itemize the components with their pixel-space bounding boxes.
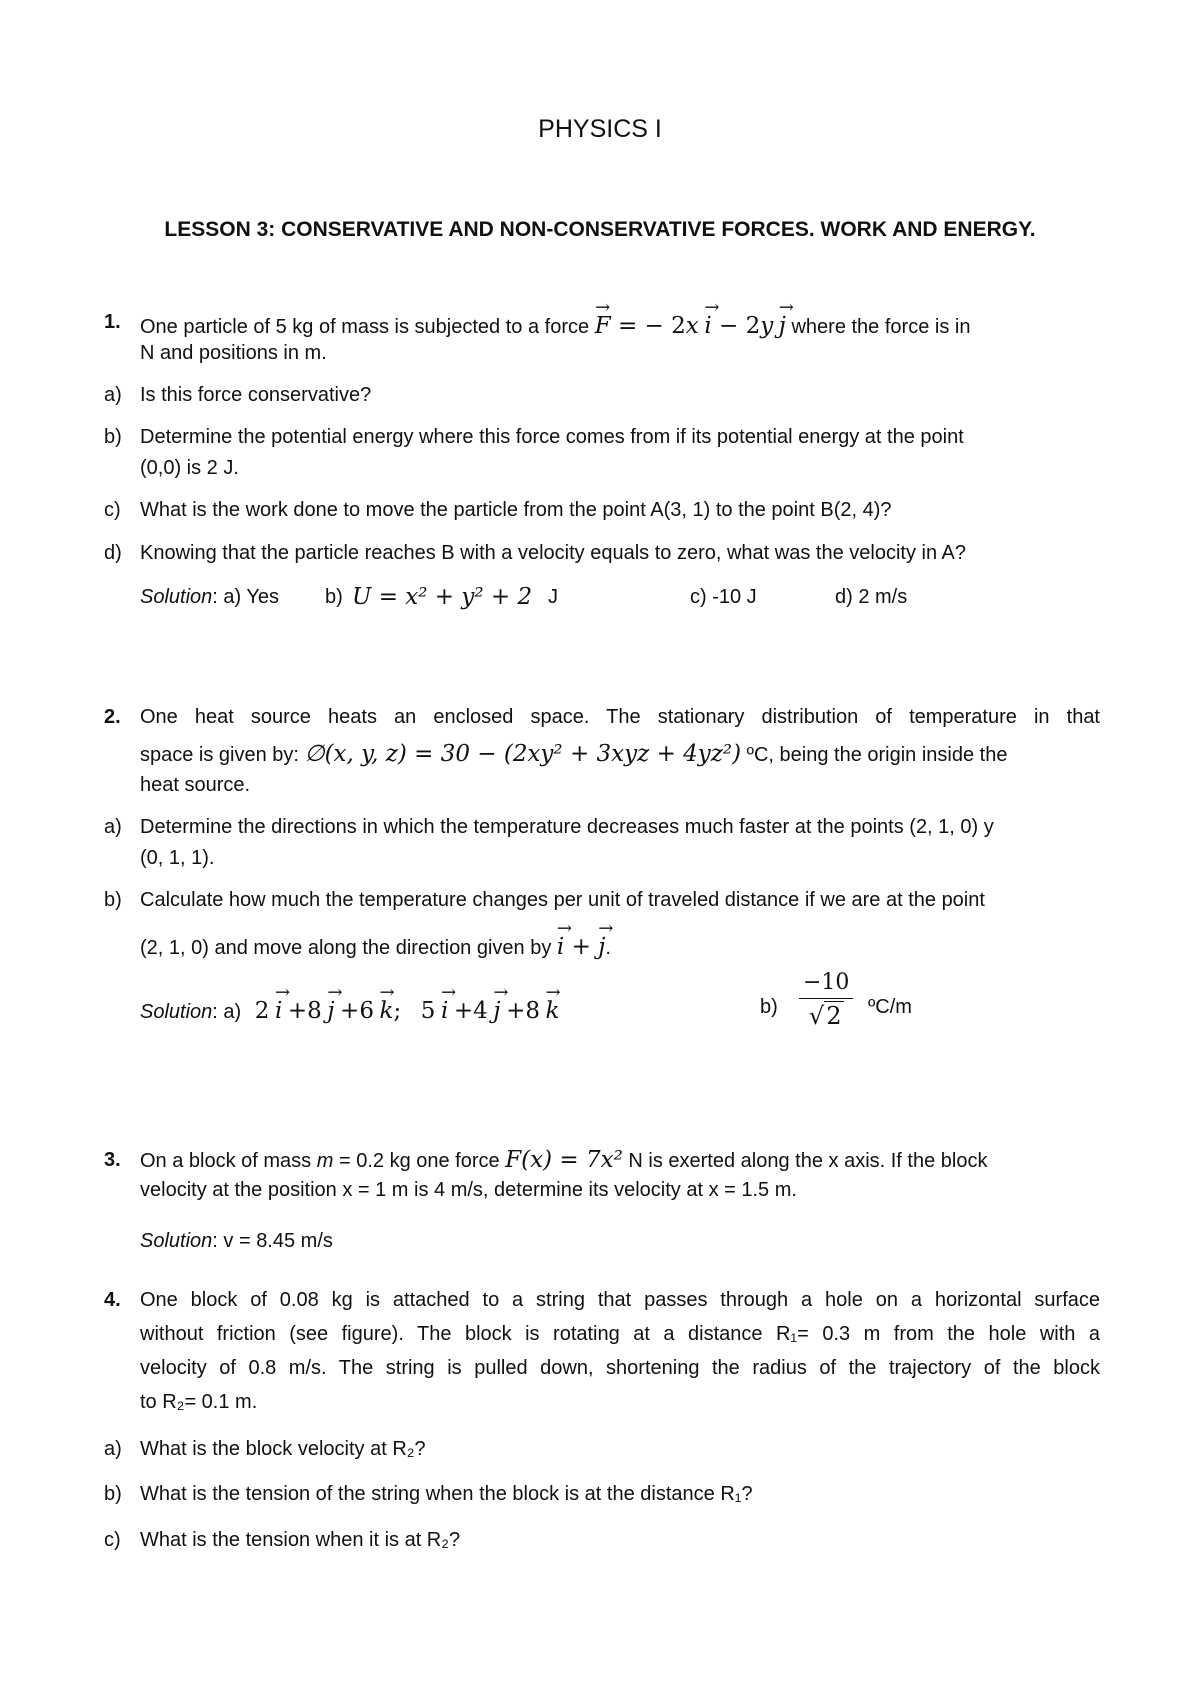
q2a-text-line2: (0, 1, 1).: [140, 847, 215, 869]
q1d-label: d): [104, 542, 122, 564]
q1b-text-line2: (0,0) is 2 J.: [140, 457, 239, 479]
q1a-label: a): [104, 384, 122, 406]
q4b-label: b): [104, 1483, 122, 1505]
q2-number: 2.: [104, 706, 121, 728]
q2-statement-line1: One heat source heats an enclosed space. The stationary distribution of temperature in that: [140, 706, 1100, 728]
q1c-label: c): [104, 499, 121, 521]
q3-number: 3.: [104, 1149, 121, 1171]
force-function: F(x) = 7x²: [505, 1147, 623, 1173]
q2-statement-line2: space is given by: ∅(x, y, z) = 30 − (2xy² + 3xyz + 4yz²) ºC, being the origin inside the: [140, 741, 1008, 767]
temperature-function: ∅(x, y, z) = 30 − (2xy² + 3xyz + 4yz²): [304, 741, 742, 767]
lesson-heading: LESSON 3: CONSERVATIVE AND NON-CONSERVATIVE FORCES. WORK AND ENERGY.: [164, 218, 1036, 241]
page-title: PHYSICS I: [538, 115, 662, 143]
q2b-text-line1: Calculate how much the temperature changes per unit of traveled distance if we are at the point: [140, 889, 985, 911]
q1b-label: b): [104, 426, 122, 448]
q1a-text: Is this force conservative?: [140, 384, 372, 406]
q4-statement-line1: One block of 0.08 kg is attached to a string that passes through a hole on a horizontal surface: [140, 1289, 1100, 1311]
q4-statement-line4: to R₂= 0.1 m.: [140, 1391, 258, 1413]
q2-statement-line3: heat source.: [140, 774, 251, 796]
q1-number: 1.: [104, 311, 121, 333]
q4c-text: What is the tension when it is at R₂?: [140, 1529, 461, 1551]
q4c-label: c): [104, 1529, 121, 1551]
q1c-text: What is the work done to move the particle from the point A(3, 1) to the point B(2, 4)?: [140, 499, 892, 521]
q2a-text-line1: Determine the directions in which the temperature decreases much faster at the points (2, 1, 0) y: [140, 816, 994, 838]
q2a-label: a): [104, 816, 122, 838]
q2-solution-b-label: b): [760, 996, 778, 1018]
q4-statement-line3: velocity of 0.8 m/s. The string is pulled down, shortening the radius of the trajectory of the block: [140, 1357, 1100, 1379]
q4-statement-line2: without friction (see figure). The block is rotating at a distance R₁= 0.3 m from the hole with a: [140, 1323, 1100, 1345]
unit-vector-j: → j: [779, 305, 786, 338]
q1-statement-line1: One particle of 5 kg of mass is subjected to a force → F = − 2x → i − 2y → j where the force is in: [140, 305, 1100, 344]
q4a-label: a): [104, 1438, 122, 1460]
q1-statement-line2: N and positions in m.: [140, 342, 327, 364]
q2b-text-line2: (2, 1, 0) and move along the direction given by → i + → j.: [140, 926, 1100, 965]
q1d-text: Knowing that the particle reaches B with a velocity equals to zero, what was the velocity in A?: [140, 542, 966, 564]
q4-number: 4.: [104, 1289, 121, 1311]
q3-statement-line2: velocity at the position x = 1 m is 4 m/s, determine its velocity at x = 1.5 m.: [140, 1179, 797, 1201]
unit-vector-i: → i: [704, 305, 711, 338]
q3-solution: Solution: v = 8.45 m/s: [140, 1230, 333, 1252]
force-vector: → F: [595, 305, 611, 338]
q2-solution: Solution: a) 2 → i +8 → j +6 → k; 5 → i +4 → j +8 → k: [140, 990, 1100, 1029]
q1-solution: Solution: a) Yes b) U = x² + y² + 2 J c) -10 J d) 2 m/s: [140, 584, 908, 610]
q2b-label: b): [104, 889, 122, 911]
q2-solution-fraction: $\frac{-10}{√2}$: [799, 968, 853, 1033]
q3-statement-line1: On a block of mass m = 0.2 kg one force F(x) = 7x² N is exerted along the x axis. If the block: [140, 1147, 988, 1173]
q2-solution-unit: ºC/m: [868, 996, 912, 1018]
q1b-text-line1: Determine the potential energy where this force comes from if its potential energy at the point: [140, 426, 964, 448]
q4a-text: What is the block velocity at R₂?: [140, 1438, 426, 1460]
q4b-text: What is the tension of the string when the block is at the distance R₁?: [140, 1483, 753, 1505]
